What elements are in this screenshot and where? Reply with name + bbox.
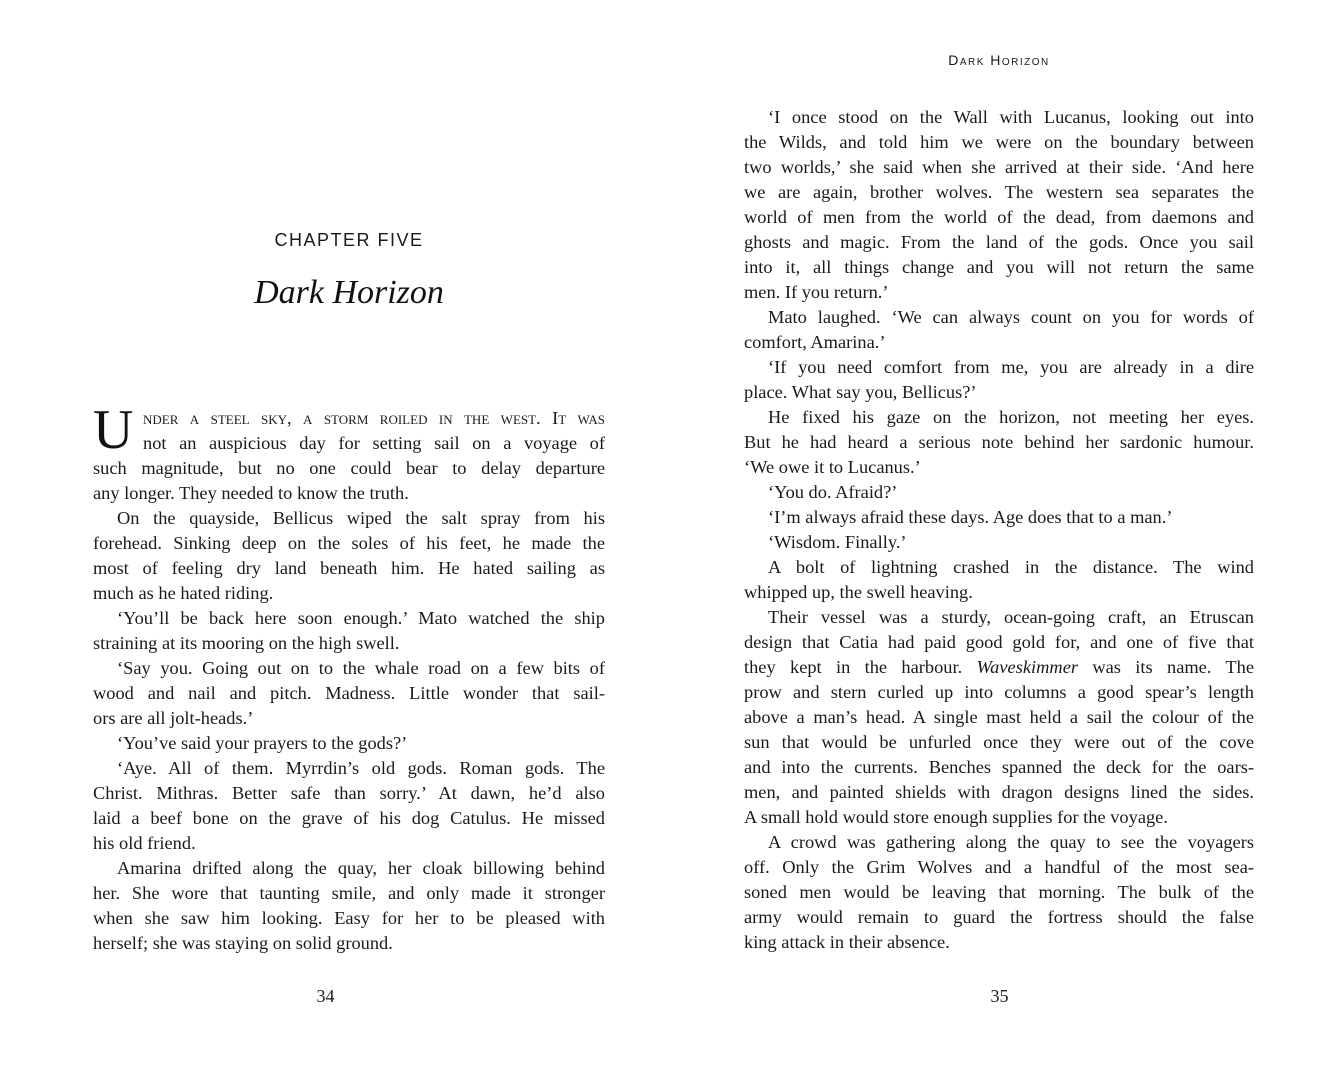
text-line: world of men from the world of the dead, from daemons and [744, 207, 1254, 227]
text-segment: they kept in the harbour. [744, 657, 963, 677]
text-segment: was its name. The [1092, 657, 1255, 677]
right-page [671, 0, 1342, 1080]
text-line: He fixed his gaze on the horizon, not meeting her eyes. [768, 407, 1254, 427]
text-line: not an auspicious day for setting sail on a voyage of [143, 433, 605, 453]
text-line: above a man’s head. A single mast held a sail the colour of the [744, 707, 1254, 727]
text-line: we are again, brother wolves. The western sea separates the [744, 182, 1254, 202]
right-body-text [744, 105, 1254, 955]
left-body-text [93, 399, 605, 956]
text-line: ‘Say you. Going out on to the whale road on a few bits of [117, 658, 605, 678]
text-line: off. Only the Grim Wolves and a handful of the most sea- [744, 857, 1254, 877]
text-line: herself; she was staying on solid ground. [93, 933, 393, 953]
text-line: men. If you return.’ [744, 282, 889, 302]
text-line: laid a beef bone on the grave of his dog Catulus. He missed [93, 808, 605, 828]
text-line: ‘Aye. All of them. Myrrdin’s old gods. Roman gods. The [117, 758, 605, 778]
drop-cap: U [93, 399, 134, 461]
text-line: when she saw him looking. Easy for her to be pleased with [93, 908, 605, 928]
page-number: 35 [990, 986, 1009, 1006]
text-line: A bolt of lightning crashed in the distance. The wind [768, 557, 1254, 577]
chapter-label: CHAPTER FIVE [274, 230, 424, 250]
text-line: design that Catia had paid good gold for, and one of five that [744, 632, 1254, 652]
text-line: A small hold would store enough supplies for the voyage. [744, 807, 1168, 827]
text-line: and into the currents. Benches spanned the deck for the oars- [744, 757, 1254, 777]
text-line: army would remain to guard the fortress should the false [744, 907, 1254, 927]
text-line: Amarina drifted along the quay, her cloak billowing behind [117, 858, 605, 878]
text-line: most of feeling dry land beneath him. He hated sailing as [93, 558, 605, 578]
text-line: soned men would be leaving that morning. The bulk of the [744, 882, 1254, 902]
text-line: sun that would be unfurled once they were out of the cove [744, 732, 1254, 752]
text-line: straining at its mooring on the high swell. [93, 633, 400, 653]
text-line: place. What say you, Bellicus?’ [744, 382, 977, 402]
text-line: ‘You’ve said your prayers to the gods?’ [117, 733, 408, 753]
text-line: ‘Wisdom. Finally.’ [768, 532, 907, 552]
text-line: Their vessel was a sturdy, ocean-going craft, an Etruscan [768, 607, 1254, 627]
text-line: ors are all jolt-heads.’ [93, 708, 254, 728]
text-line: On the quayside, Bellicus wiped the salt spray from his [117, 508, 605, 528]
text-line: the Wilds, and told him we were on the boundary between [744, 132, 1254, 152]
text-line: two worlds,’ she said when she arrived at their side. ‘And here [744, 157, 1254, 177]
text-line: A crowd was gathering along the quay to see the voyagers [768, 832, 1254, 852]
text-line: ‘I’m always afraid these days. Age does that to a man.’ [768, 507, 1173, 527]
text-line: ‘You do. Afraid?’ [768, 482, 898, 502]
text-line: king attack in their absence. [744, 932, 950, 952]
text-line: ‘If you need comfort from me, you are already in a dire [768, 357, 1254, 377]
text-line: But he had heard a serious note behind her sardonic humour. [744, 432, 1254, 452]
text-line: any longer. They needed to know the truth. [93, 483, 409, 503]
text-line-ship-name [744, 655, 1254, 680]
chapter-title: Dark Horizon [254, 274, 444, 311]
opening-small-caps: nder a steel sky, a storm roiled in the west. It was [143, 408, 605, 428]
text-line: Mato laughed. ‘We can always count on you for words of [768, 307, 1254, 327]
text-line: much as he hated riding. [93, 583, 274, 603]
text-line: her. She wore that taunting smile, and only made it stronger [93, 883, 605, 903]
running-head: Dark Horizon [948, 52, 1050, 68]
text-line: ghosts and magic. From the land of the gods. Once you sail [744, 232, 1254, 252]
ship-name: Waveskimmer [976, 657, 1079, 677]
text-line: his old friend. [93, 833, 196, 853]
text-line: ‘I once stood on the Wall with Lucanus, looking out into [768, 107, 1254, 127]
text-line: prow and stern curled up into columns a good spear’s length [744, 682, 1254, 702]
page-number: 34 [316, 986, 335, 1006]
text-line: forehead. Sinking deep on the soles of his feet, he made the [93, 533, 605, 553]
text-line: men, and painted shields with dragon designs lined the sides. [744, 782, 1254, 802]
text-line: whipped up, the swell heaving. [744, 582, 973, 602]
text-line: ‘We owe it to Lucanus.’ [744, 457, 921, 477]
text-line: into it, all things change and you will not return the same [744, 257, 1254, 277]
text-line: wood and nail and pitch. Madness. Little wonder that sail- [93, 683, 605, 703]
text-line: such magnitude, but no one could bear to delay departure [93, 458, 605, 478]
text-line: ‘You’ll be back here soon enough.’ Mato watched the ship [117, 608, 605, 628]
text-line: comfort, Amarina.’ [744, 332, 886, 352]
text-line: Christ. Mithras. Better safe than sorry.’ At dawn, he’d also [93, 783, 605, 803]
